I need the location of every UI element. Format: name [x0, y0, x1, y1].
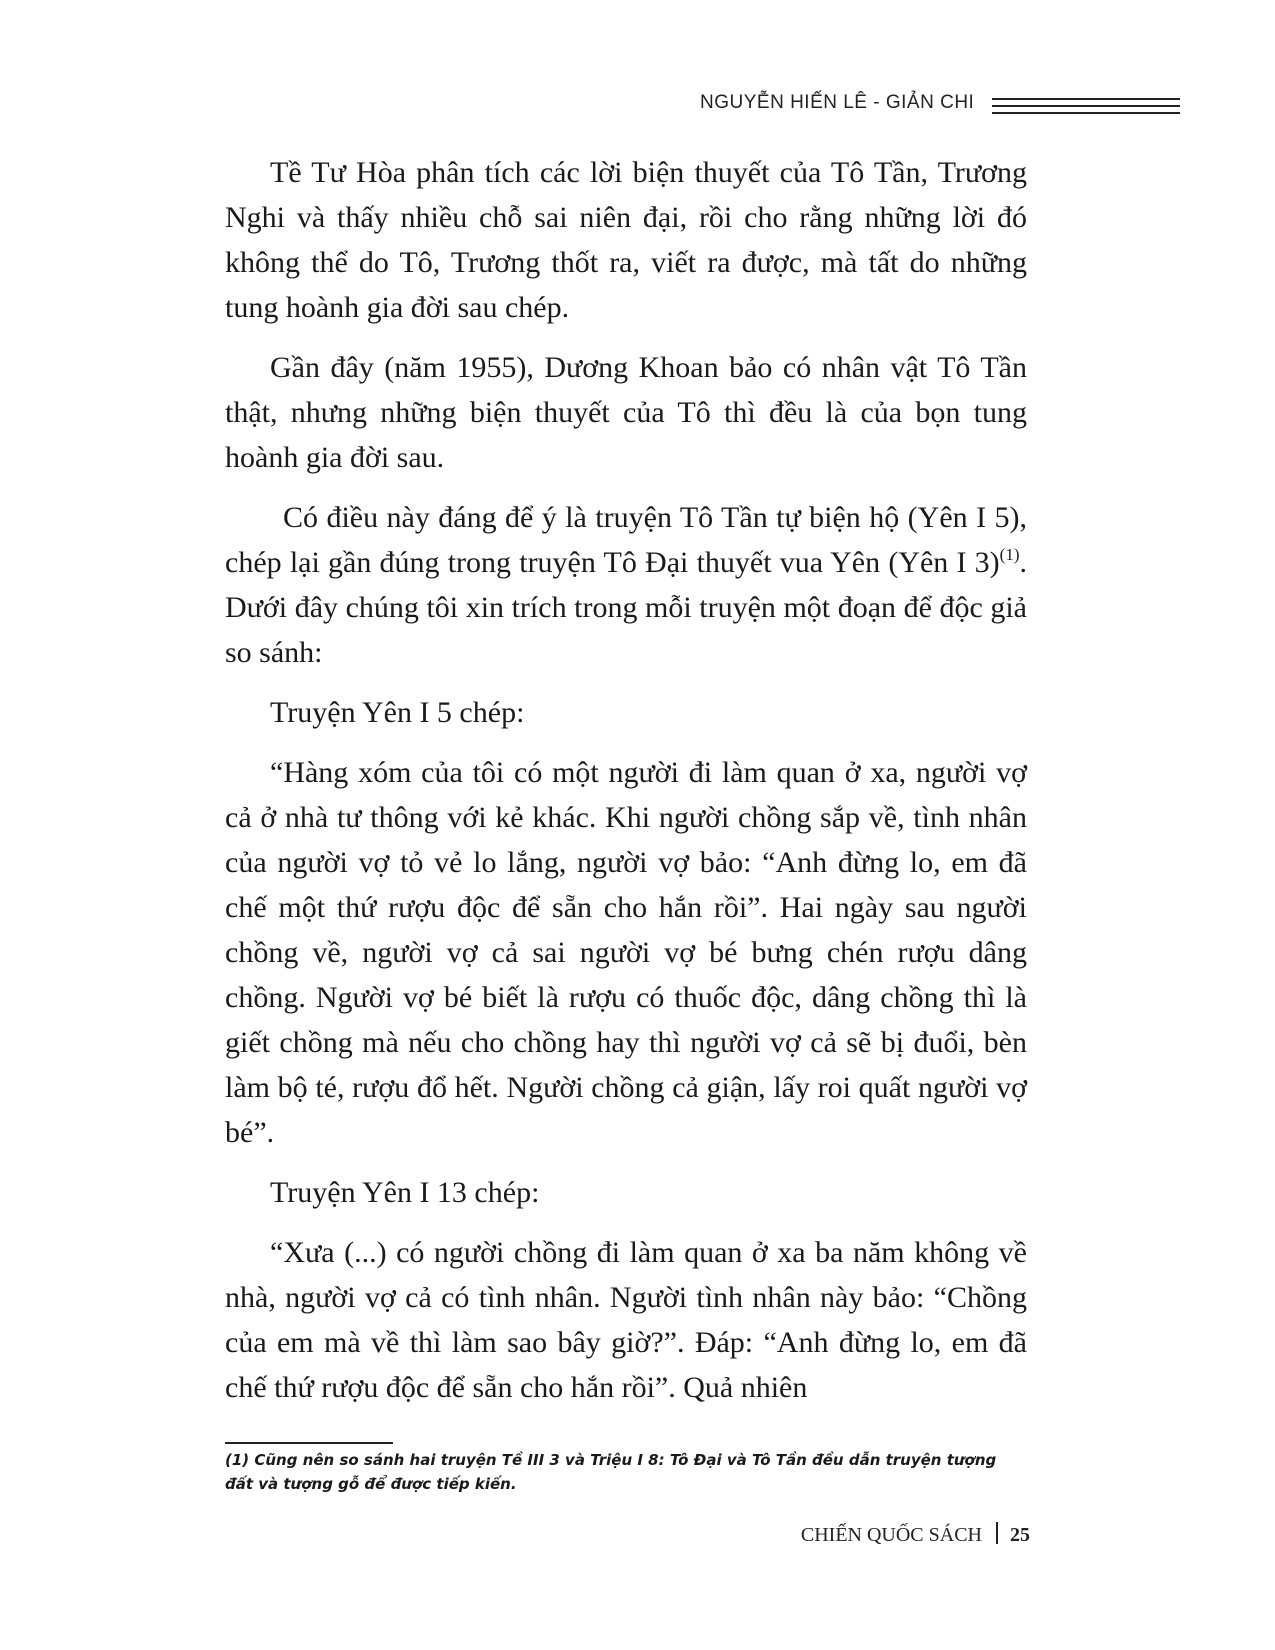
paragraph-text: . Dưới đây chúng tôi xin trích trong mỗi truyện một đoạn để độc giả so sánh: [225, 546, 1027, 669]
paragraph [225, 495, 1027, 675]
paragraph: Tề Tư Hòa phân tích các lời biện thuyết của Tô Tần, Trương Nghi và thấy nhiều chỗ sai niên đại, rồi cho rằng những lời đó không thể do Tô, Trương thốt ra, viết ra được, mà tất do những tung hoành gia đời sau chép. [225, 156, 1027, 324]
footnote-rule [225, 1442, 393, 1444]
footnote-reference: (1) [999, 545, 1020, 564]
running-header [700, 92, 1180, 122]
header-rule [992, 98, 1180, 100]
page-footer [801, 1522, 1030, 1547]
footer-separator [996, 1522, 998, 1544]
page-number: 25 [1010, 1524, 1030, 1546]
quoted-paragraph: “Hàng xóm của tôi có một người đi làm quan ở xa, người vợ cả ở nhà tư thông với kẻ khác. Khi người chồng sắp về, tình nhân của người vợ tỏ vẻ lo lắng, người vợ bảo: “Anh đừng lo, em đã chế một thứ rượu độc để sẵn cho hắn rồi”. Hai ngày sau người chồng về, người vợ cả sai người vợ bé bưng chén rượu dâng chồng. Người vợ bé biết là rượu có thuốc độc, dâng chồng thì là giết chồng mà nếu cho chồng hay thì người vợ cả sẽ bị đuổi, bèn làm bộ té, rượu đổ hết. Người chồng cả giận, lấy roi quất người vợ bé”. [225, 756, 1027, 1149]
paragraph: Gần đây (năm 1955), Dương Khoan bảo có nhân vật Tô Tần thật, nhưng những biện thuyết của Tô thì đều là của bọn tung hoành gia đời sau. [225, 351, 1027, 474]
running-title: NGUYỄN HIẾN LÊ - GIẢN CHI [700, 92, 975, 113]
header-rule [992, 112, 1180, 114]
quoted-paragraph: “Xưa (...) có người chồng đi làm quan ở xa ba năm không về nhà, người vợ cả có tình nhân. Người tình nhân này bảo: “Chồng của em mà về thì làm sao bây giờ?”. Đáp: “Anh đừng lo, em đã chế thứ rượu độc để sẵn cho hắn rồi”. Quả nhiên [225, 1236, 1027, 1404]
body-text [225, 150, 1027, 1425]
header-rule [992, 105, 1180, 107]
footnote: (1) Cũng nên so sánh hai truyện Tề III 3 và Triệu I 8: Tô Đại và Tô Tần đều dẫn truyện tượng đất và tượng gỗ để được tiếp kiến. [225, 1451, 997, 1493]
paragraph: Truyện Yên I 5 chép: [270, 696, 525, 729]
footer-book-title: CHIẾN QUỐC SÁCH [800, 1524, 982, 1546]
paragraph: Truyện Yên I 13 chép: [270, 1176, 540, 1209]
paragraph-text: Có điều này đáng để ý là truyện Tô Tần tự biện hộ (Yên I 5), chép lại gần đúng trong truyện Tô Đại thuyết vua Yên (Yên I 3) [225, 501, 1027, 579]
